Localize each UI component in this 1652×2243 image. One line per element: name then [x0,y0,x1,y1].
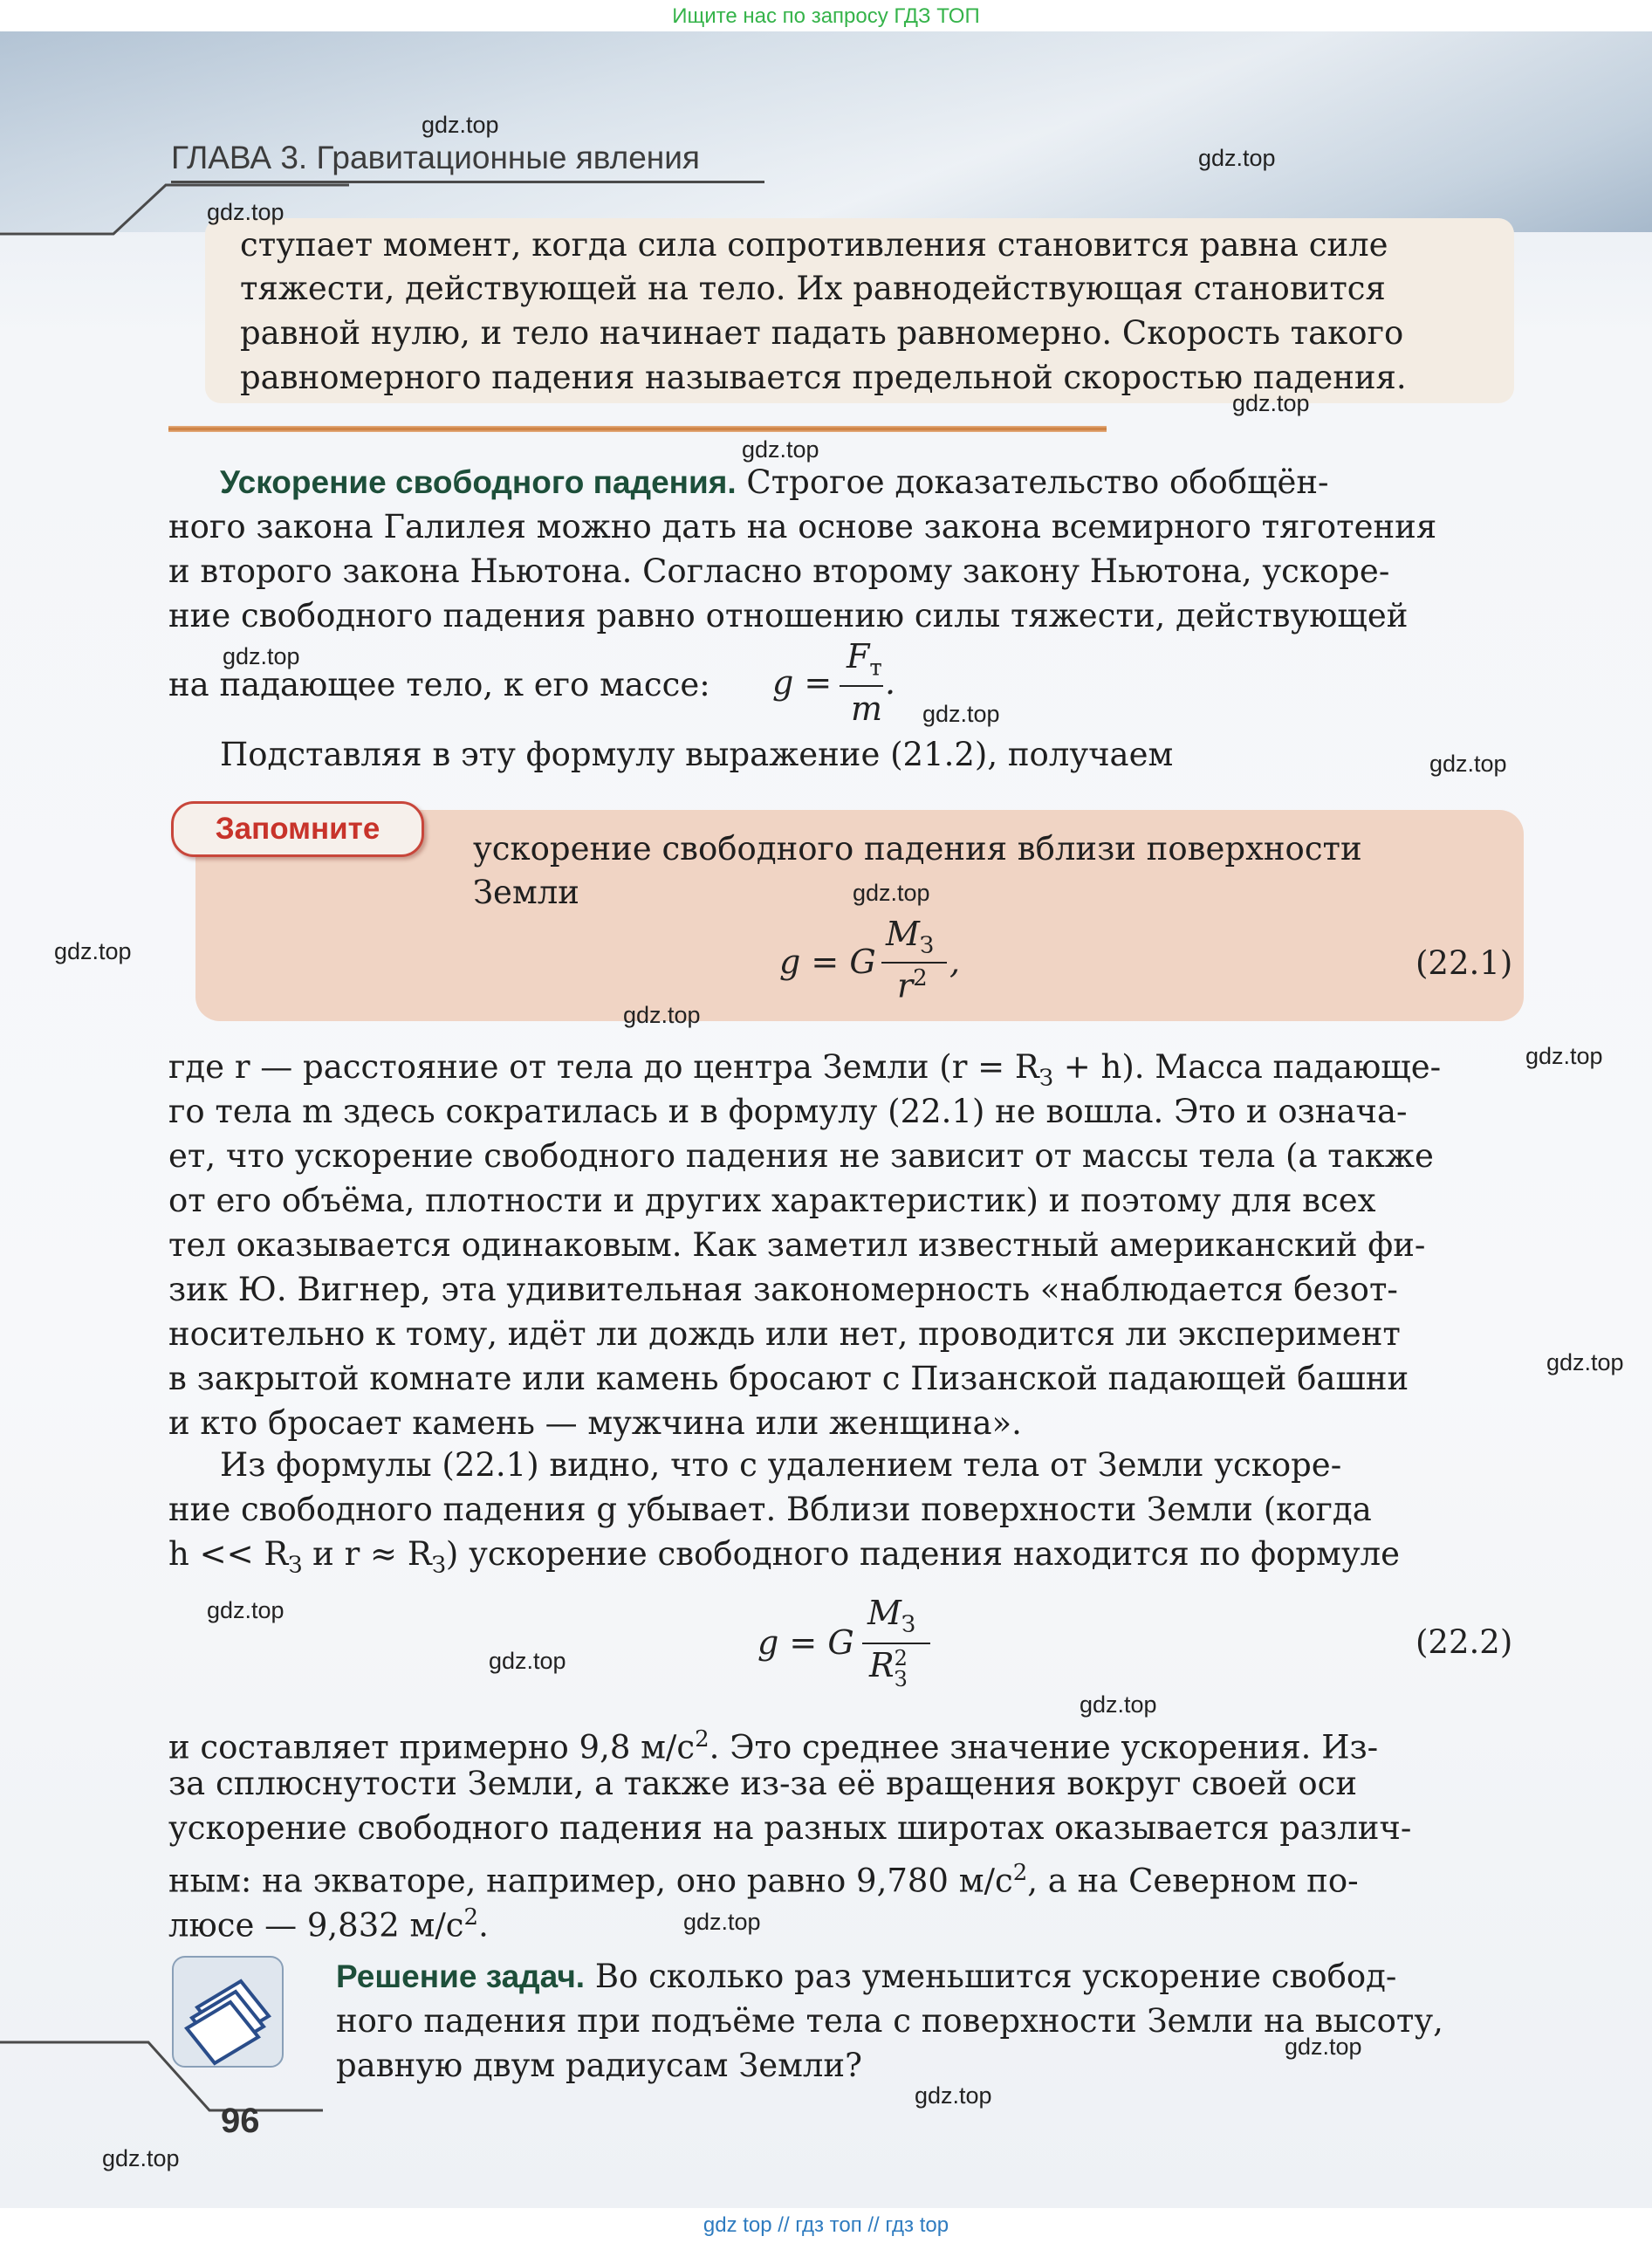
formula-22-2-den-letter: R [869,1646,895,1684]
para2-line: от его объёма, плотности и других характеристик) и поэтому для всех [168,1182,1376,1219]
note-line: равномерного падения называется предельной скоростью падения. [240,359,1407,396]
footer-line-decoration [0,2007,367,2147]
para4-sup: 2 [1012,1860,1028,1886]
remember-line: Земли [473,874,579,911]
note-line: ступает момент, когда сила сопротивления становится равна силе [240,226,1388,264]
formula-22-2-numerator [867,1594,915,1638]
para4-line: за сплюснутости Земли, а также из-за её вращения вокруг своей оси [168,1765,1358,1802]
para3-part: и r ≈ R [302,1535,432,1573]
para2-line: го тела m здесь сократилась и в формулу (22.1) не вошла. Это и означа- [168,1093,1408,1130]
section-heading: Ускорение свободного падения. [220,464,737,500]
task-line: равную двум радиусам Земли? [336,2047,862,2084]
remember-line: ускорение свободного падения вблизи поверхности [473,830,1362,868]
formula-22-1-numerator [886,915,934,959]
watermark: gdz.top [223,643,300,669]
formula-22-1-lhs: g = G [779,943,876,981]
formula-22-1-denominator [897,965,928,1005]
formula-22-1-num-sub: З [919,932,935,959]
watermark: gdz.top [1285,2034,1362,2060]
chapter-title: ГЛАВА 3. Гравитационные явления [171,140,700,175]
para3-part: h << R [168,1535,289,1573]
watermark: gdz.top [623,1002,701,1028]
watermark: gdz.top [1546,1349,1624,1375]
bottom-banner[interactable]: gdz top // гдз топ // гдз top [703,2213,949,2237]
task-first-line [336,1955,1396,1999]
para2-line: носительно к тому, идёт ли дождь или нет, проводится ли эксперимент [168,1315,1401,1353]
page-number: 96 [221,2102,260,2140]
formula-22-2-lhs: g = G [757,1623,854,1662]
watermark: gdz.top [922,701,1000,727]
para2-line: зик Ю. Вигнер, эта удивительная закономерность «наблюдается безот- [168,1271,1398,1308]
watermark: gdz.top [102,2145,180,2171]
section-line: ного закона Галилея можно дать на основе закона всемирного тяготения [168,508,1437,545]
para4-line: ускорение свободного падения на разных широтах оказывается различ- [168,1809,1412,1847]
section-line-formula: на падающее тело, к его массе: [168,666,710,703]
formula-22-2-denominator [869,1646,908,1690]
para3-line: ние свободного падения g убывает. Вблизи поверхности Земли (когда [168,1491,1372,1528]
para2-line: в закрытой комнате или камень бросают с Пизанской падающей башни [168,1360,1409,1397]
formula1-num-letter: F [847,637,870,676]
top-banner[interactable]: Ищите нас по запросу ГДЗ ТОП [672,4,980,28]
task-heading: Решение задач. [336,1958,586,1994]
para4-line [168,1896,489,1947]
watermark: gdz.top [683,1909,761,1935]
para2-line: ет, что ускорение свободного падения не зависит от массы тела (а также [168,1137,1434,1175]
formula1-denominator: m [851,689,883,728]
formula-22-2-fraction-line [862,1643,930,1644]
section-line: Подставляя в эту формулу выражение (21.2), получаем [220,736,1174,773]
watermark: gdz.top [1525,1043,1603,1069]
para3-line: Из формулы (22.1) видно, что с удалением тела от Земли ускоре- [220,1446,1342,1484]
para4-part: и составляет примерно 9,8 м/с [168,1728,696,1766]
watermark: gdz.top [1198,145,1276,171]
para3-sub: З [431,1552,446,1579]
formula-22-2-num-letter: M [867,1594,901,1632]
watermark: gdz.top [207,1597,284,1623]
para4-part: . Это среднее значение ускорения. Из- [709,1728,1379,1766]
watermark: gdz.top [1429,751,1507,777]
para3-sub: З [288,1552,303,1579]
para2-line: и кто бросает камень — мужчина или женщина». [168,1404,1022,1442]
formula-22-2-den-sub: З [894,1666,908,1691]
section-separator [168,426,1107,432]
watermark: gdz.top [54,938,132,964]
formula-22-1-den-sup: 2 [913,965,928,991]
formula1-num-sub: т [869,655,882,682]
formula1-tail: . [885,663,896,702]
para2-sub: З [1038,1065,1053,1092]
para4-part: . [478,1906,489,1945]
para2-line: тел оказывается одинаковым. Как заметил известный американский фи- [168,1226,1426,1264]
section-line: и второго закона Ньютона. Согласно второму закону Ньютона, ускоре- [168,552,1390,590]
para4-part: люсе — 9,832 м/с [168,1906,464,1945]
section-line: ние свободного падения равно отношению силы тяжести, действующей [168,597,1409,634]
formula-22-1-num-letter: M [886,915,920,953]
note-line: тяжести, действующей на тело. Их равнодействующая становится [240,270,1386,307]
equation-number-22-2: (22.2) [1416,1623,1513,1661]
formula1-lhs: g = [772,663,833,702]
formula-22-2-den-sup: 2 [894,1645,908,1670]
section-line-rest: Строгое доказательство обобщён- [736,463,1329,501]
formula-22-2-num-sub: З [901,1611,916,1638]
task-line: ного падения при подъёме тела с поверхности Земли на высоту, [336,2002,1443,2040]
formula1-numerator [847,637,882,682]
formula1-fraction-line [840,685,883,687]
note-line: равной нулю, и тело начинает падать равномерно. Скорость такого [240,314,1404,352]
remember-tab: Запомните [171,801,424,857]
para4-sup: 2 [463,1904,479,1931]
para2-part: + h). Масса падающе- [1053,1048,1442,1086]
para4-part: , а на Северном по- [1027,1862,1359,1900]
watermark: gdz.top [853,880,930,906]
watermark: gdz.top [1080,1691,1157,1718]
section-first-line [220,461,1329,504]
para4-part: ным: на экваторе, например, оно равно 9,780 м/с [168,1862,1013,1900]
formula-22-1-den-letter: r [897,966,914,1005]
para3-part: ) ускорение свободного падения находится по формуле [445,1535,1401,1573]
chapter-underline [171,181,764,183]
formula-22-1-fraction-line [881,962,947,964]
watermark: gdz.top [915,2082,992,2109]
para3-last-line [168,1533,1400,1587]
para4-sup: 2 [695,1726,709,1753]
watermark: gdz.top [742,436,819,463]
watermark: gdz.top [489,1648,566,1674]
equation-number-22-1: (22.1) [1416,944,1513,982]
watermark: gdz.top [207,199,284,225]
para2-part: где r — расстояние от тела до центра Земли (r = R [168,1048,1039,1086]
watermark: gdz.top [422,112,499,138]
task-line-rest: Во сколько раз уменьшится ускорение свобод- [585,1958,1397,1995]
watermark: gdz.top [1232,390,1310,416]
formula-22-1-tail: , [949,943,961,981]
